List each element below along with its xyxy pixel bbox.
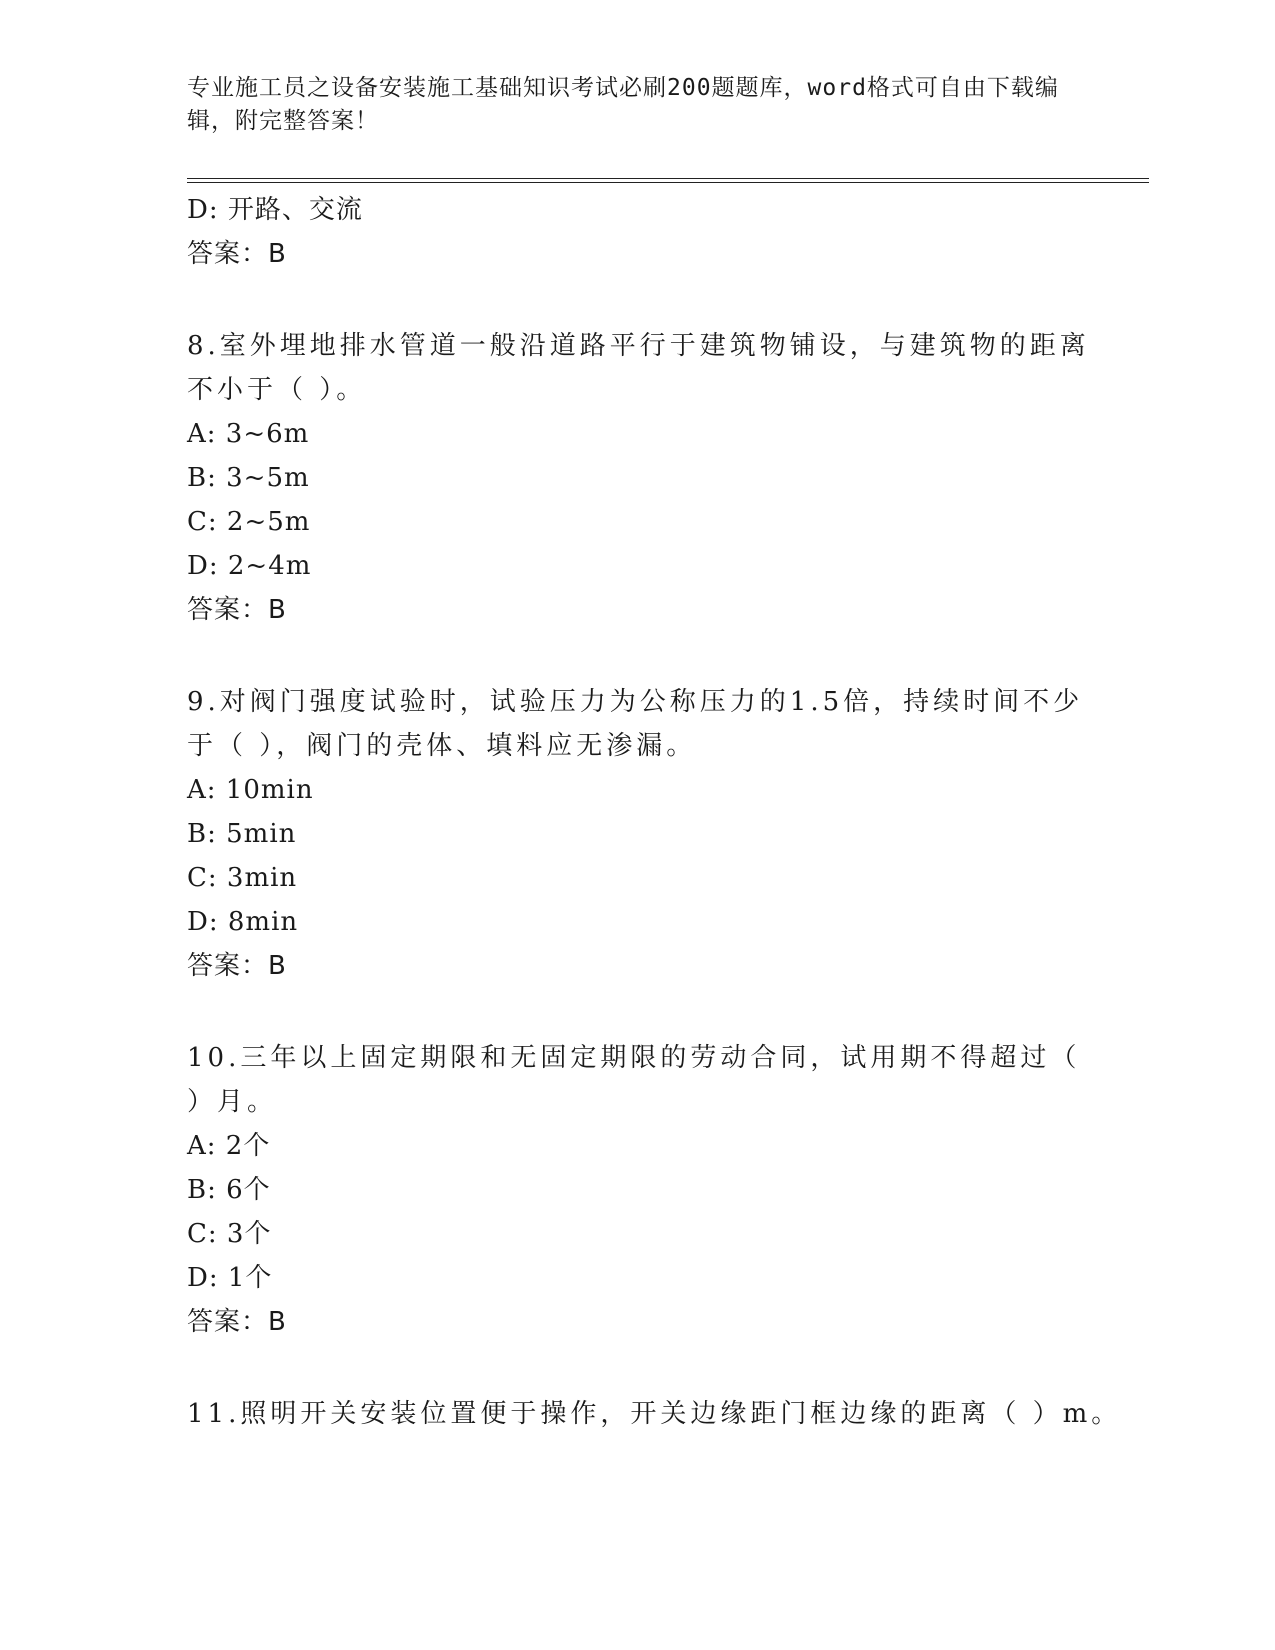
q8-answer: 答案：B — [187, 595, 287, 625]
q10-option-d: D: 1个 — [187, 1263, 273, 1293]
q10-text-line1: 10.三年以上固定期限和无固定期限的劳动合同，试用期不得超过（ — [187, 1043, 1081, 1073]
header-divider-top — [187, 178, 1149, 179]
q10-option-b: B: 6个 — [187, 1175, 271, 1205]
q9-text-line2: 于（ ），阀门的壳体、填料应无渗漏。 — [187, 731, 697, 761]
q11-text-line1: 11.照明开关安装位置便于操作，开关边缘距门框边缘的距离（ ）m。 — [187, 1399, 1122, 1429]
q9-text-line1: 9.对阀门强度试验时，试验压力为公称压力的1.5倍，持续时间不少 — [187, 687, 1084, 717]
q8-text-line1: 8.室外埋地排水管道一般沿道路平行于建筑物铺设，与建筑物的距离 — [187, 331, 1090, 361]
q9-option-b: B: 5min — [187, 819, 297, 849]
q8-text-line2: 不小于（ ）。 — [187, 375, 367, 405]
q10-option-c: C: 3个 — [187, 1219, 272, 1249]
q9-option-a: A: 10min — [187, 775, 314, 805]
q8-option-d: D: 2~4m — [187, 551, 312, 581]
document-header: 专业施工员之设备安装施工基础知识考试必刷200题题库，word格式可自由下载编辑，附完整答案！ — [187, 75, 1059, 134]
q8-option-a: A: 3~6m — [187, 419, 310, 449]
q9-option-c: C: 3min — [187, 863, 298, 893]
q7-answer: 答案：B — [187, 239, 287, 269]
q9-option-d: D: 8min — [187, 907, 299, 937]
q7-option-d: D: 开路、交流 — [187, 195, 363, 225]
q10-text-line2: ）月。 — [187, 1087, 278, 1117]
header-divider-bottom — [187, 182, 1149, 183]
q8-option-b: B: 3~5m — [187, 463, 310, 493]
q10-option-a: A: 2个 — [187, 1131, 271, 1161]
q10-answer: 答案：B — [187, 1307, 287, 1337]
q9-answer: 答案：B — [187, 951, 287, 981]
q8-option-c: C: 2~5m — [187, 507, 311, 537]
